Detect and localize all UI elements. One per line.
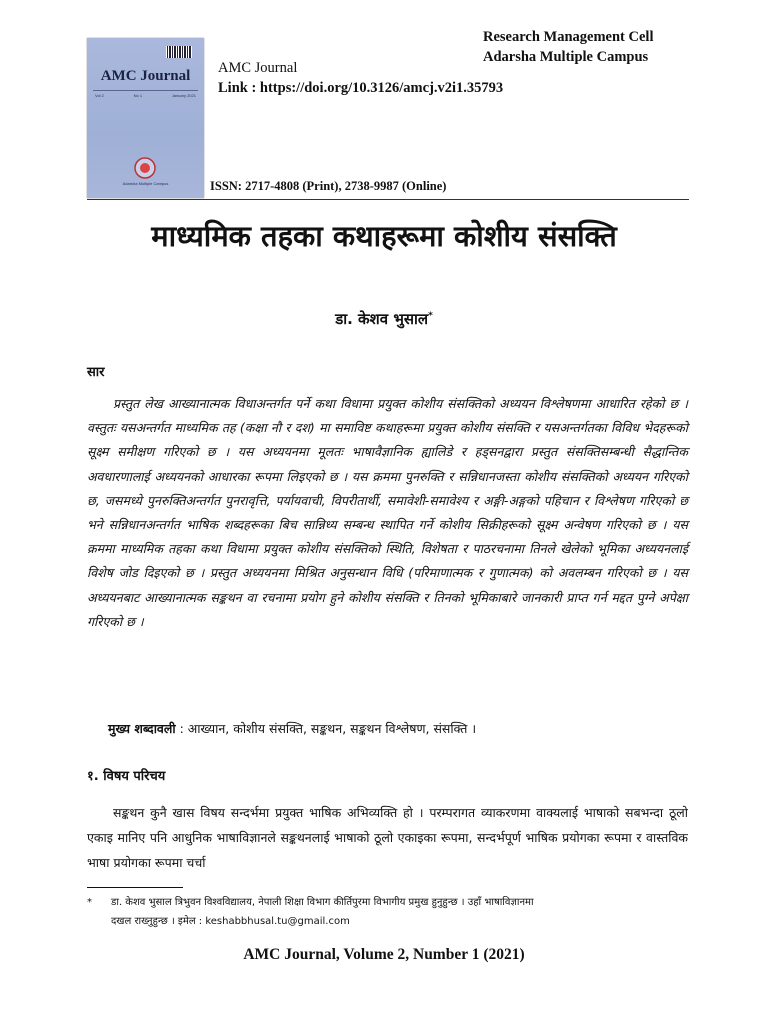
author-name: डा. केशव भुसाल bbox=[335, 310, 429, 328]
keywords-label: मुख्य शब्दावली bbox=[108, 721, 176, 736]
abstract-heading: सार bbox=[87, 365, 105, 380]
article-title: माध्यमिक तहका कथाहरूमा कोशीय संसक्ति bbox=[151, 219, 617, 253]
keywords-text: : आख्यान, कोशीय संसक्ति, सङ्कथन, सङ्कथन विश्लेषण, संसक्ति । bbox=[179, 721, 477, 736]
footnote-line1 bbox=[87, 893, 688, 912]
footnote bbox=[87, 893, 688, 931]
header-rule bbox=[87, 199, 689, 200]
cover-divider bbox=[93, 90, 198, 91]
campus-logo-icon bbox=[133, 156, 157, 180]
org-name-line2: Adarsha Multiple Campus bbox=[483, 49, 649, 65]
cover-number: No 1 bbox=[133, 93, 143, 98]
journal-citation-footer: AMC Journal, Volume 2, Number 1 (2021) bbox=[243, 946, 525, 963]
cover-footer: Adarsha Multiple Campus bbox=[122, 181, 169, 186]
cover-date: January 2021 bbox=[171, 93, 196, 98]
section-heading: १. विषय परिचय bbox=[87, 769, 166, 784]
footnote-line2: दखल राख्नुहुन्छ । इमेल : keshabbhusal.tu@gmail.com bbox=[111, 916, 350, 927]
organization-block bbox=[483, 27, 653, 67]
barcode-graphic bbox=[166, 46, 192, 58]
journal-name: AMC Journal bbox=[218, 60, 298, 76]
cover-volume: Vol 2 bbox=[95, 93, 104, 98]
author-footnote-mark: * bbox=[428, 311, 433, 321]
doi-link[interactable]: Link : https://doi.org/10.3126/amcj.v2i1.35793 bbox=[218, 80, 504, 96]
cover-issue-info bbox=[95, 93, 196, 98]
footnote-text1: डा. केशव भुसाल त्रिभुवन विश्वविद्यालय, नेपाली शिक्षा विभाग कीर्तिपुरमा विभागीय प्रमुख हुनुहुन्छ । उहाँ भाषाविज्ञानमा bbox=[111, 897, 534, 908]
author-line bbox=[60, 309, 708, 329]
section-body: सङ्कथन कुनै खास विषय सन्दर्भमा प्रयुक्त भाषिक अभिव्यक्ति हो । परम्परागत व्याकरणमा वाक्यलाई भाषाको सबभन्दा ठूलो एकाइ मानिए पनि आधुनिक भाषाविज्ञानले सङ्कथनलाई भाषाको ठूलो एकाइका रूपमा, सन्दर्भपूर्ण भाषिक प्रयोगका रूपमा र वास्तविक भाषा प्रयोगका रूपमा चर्चा bbox=[87, 805, 688, 870]
footnote-rule bbox=[87, 887, 183, 888]
abstract-text: प्रस्तुत लेख आख्यानात्मक विधाअन्तर्गत पर्ने कथा विधामा प्रयुक्त कोशीय संसक्तिको अध्ययन विश्लेषणमा आधारित रहेको छ । वस्तुतः यसअन्तर्गत माध्यमिक तह (कक्षा नौ र दश) मा समाविष्ट कथाहरूमा प्रयुक्त कोशीय संसक्ति र यसअन्तर्गतका विविध भेदहरूको सूक्ष्म समीक्षण गरिएको छ । यस अध्ययनमा मूलतः भाषावैज्ञानिक ह्यालिडे र हड्सनद्वारा प्रस्तुत संसक्तिसम्बन्धी सैद्धान्तिक अवधारणालाई अध्ययनको आधारका रूपमा लिइएको छ । यस क्रममा पुनरुक्ति र सन्निधानजस्ता कोशीय संसक्तिको अध्ययन गरिएको छ, जसमध्ये पुनरुक्तिअन्तर्गत पुनरावृत्ति, पर्यायवाची, विपरीतार्थी, समावेशी-समावेश्य र अङ्गी-अङ्गको पहिचान र विश्लेषण गरिएको छ भने सन्निधानअन्तर्गत भाषिक शब्दहरूका बिच सान्निध्य सम्बन्ध स्थापित गर्ने कोशीय सिक्रीहरूको सूक्ष्म अन्वेषण गरिएको छ । यस क्रममा माध्यमिक तहका कथा विधामा प्रयुक्त कोशीय संसक्तिको स्थिति, विशेषता र पाठरचनामा तिनले खेलेको भूमिका अध्ययनलाई विशेष जोड दिइएको छ । प्रस्तुत अध्ययनमा मिश्रित अनुसन्धान विधि (परिमाणात्मक र गुणात्मक) को अवलम्बन गरिएको छ । यस अध्ययनबाट आख्यानात्मक सङ्कथन वा रचनामा प्रयोग हुने कोशीय संसक्ति र तिनको भूमिकाबारे जानकारी प्राप्त गर्न मद्दत पुग्ने अपेक्षा गरिएको छ । bbox=[87, 396, 688, 629]
org-name-line1: Research Management Cell bbox=[483, 29, 654, 45]
keywords-line bbox=[108, 720, 698, 737]
journal-cover-image bbox=[87, 38, 204, 198]
issn-line: ISSN: 2717-4808 (Print), 2738-9987 (Online) bbox=[210, 179, 447, 193]
cover-title: AMC Journal bbox=[100, 68, 191, 84]
footnote-mark: * bbox=[87, 897, 92, 908]
journal-info bbox=[218, 58, 503, 98]
